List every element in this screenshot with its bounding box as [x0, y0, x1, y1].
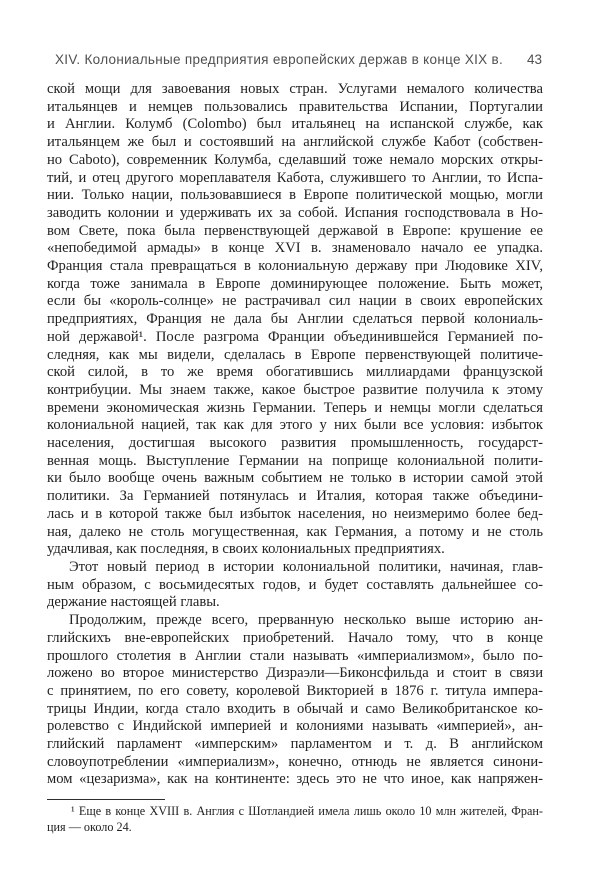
text-line: глийскихъ вне-европейских приобретений. Начало тому, что в конце — [47, 629, 543, 646]
footnote-rule — [47, 799, 165, 800]
text-line: контрибуции. Мы знаем также, какое быстрое развитие получила к этому — [47, 381, 543, 398]
chapter-title: XIV. Колониальные предприятия европейских держав в конце XIX в. — [55, 52, 504, 67]
text-line: ция — около 24. — [47, 819, 132, 834]
text-line: словоупотреблении «империализм», конечно, отнюдь не является синони- — [47, 753, 543, 770]
running-header — [55, 52, 542, 68]
text-line: ной державой¹. После разгрома Франции объединившейся Германией по- — [47, 328, 543, 345]
text-line: Продолжим, прежде всего, прерванную несколько выше историю ан- — [69, 612, 543, 629]
text-line: удачливая, как последняя, в своих колониальных предприятиях. — [47, 541, 445, 558]
text-line: политики. За Германией потянулась и Италия, которая также объедини- — [47, 488, 543, 505]
text-line: ролевство с Индийской империей и колониями называть «империей», ан- — [47, 718, 543, 735]
text-line: предприятиях, Франция не дала бы Англии сделаться первой колониаль- — [47, 311, 543, 328]
text-line: прошлого столетия в Англии стали называть «империализмом», было по- — [47, 647, 543, 664]
footnote-text — [47, 804, 543, 835]
text-line: если бы «король-солнце» не растрачивал сил нации в своих европейских — [47, 293, 543, 310]
text-line: заводить колонии и удерживать их за собой. Испания господствовала в Но- — [47, 204, 543, 221]
text-line: «непобедимой армады» в конце XVI в. знаменовало начало ее упадка. — [47, 240, 543, 257]
text-line: тий, и отец другого мореплавателя Кабота, служившего то Англии, то Испа- — [47, 169, 543, 186]
text-line: ской силой, в то же время обогатившись миллиардами французской — [47, 364, 543, 381]
text-line: ная, далеко не столь могущественная, как Германия, а потому и не столь — [47, 523, 543, 540]
text-line: мом «цезаризма», как на континенте: здесь это не что иное, как напряжен- — [47, 771, 543, 788]
text-line: ¹ Еще в конце XVIII в. Англия с Шотландией имела лишь около 10 млн жителей, Фран- — [71, 804, 543, 818]
body-text — [47, 81, 543, 789]
text-line: трицы Индии, когда стало входить в обычай и само Великобританское ко- — [47, 700, 543, 717]
footnote — [47, 804, 543, 835]
text-line: колониальной нацией, так как для этого у них были все условия: избыток — [47, 417, 543, 434]
text-line: Этот новый период в истории колониальной политики, начиная, глав- — [69, 558, 543, 575]
text-line: держание настоящей главы. — [47, 594, 220, 611]
text-line: итальянцем же был и состоявший на английской службе Кабот (собствен- — [47, 134, 543, 151]
text-line: ской мощи для завоевания новых стран. Услугами немалого количества — [47, 81, 543, 97]
text-line: и Англии. Колумб (Colombo) был итальянец на испанской службе, как — [47, 116, 543, 133]
text-line: когда тоже занимала в Европе доминирующее положение. Быть может, — [47, 275, 543, 292]
text-line: вом Свете, пока была первенствующей державой в Европе: крушение ее — [47, 222, 543, 239]
text-line: ки было вообще очень важным событием не только в истории самой этой — [47, 470, 543, 487]
text-line: населения, достигшая высокого развития промышленность, государст- — [47, 435, 543, 452]
text-line: но Caboto), современник Колумба, сделавший тоже немало морских откры- — [47, 151, 543, 168]
text-line: ложено во второе министерство Дизраэли—Биконсфильда и стоит в связи — [47, 665, 543, 682]
text-line: лась и в которой также был избыток населения, но неизмеримо более бед- — [47, 505, 543, 522]
page-number: 43 — [526, 52, 542, 67]
text-line: Франция стала превращаться в колониальную державу при Людовике XIV, — [47, 258, 543, 275]
text-line: венная мощь. Выступление Германии на поприще колониальной полити- — [47, 452, 543, 469]
text-line: итальянцев и немцев пользовались правительства Испании, Португалии — [47, 98, 543, 115]
text-line: следняя, как мы видели, сделалась в Европе первенствующей политиче- — [47, 346, 543, 363]
text-line: глийский парламент «имперским» парламентом и т. д. В английском — [47, 736, 543, 753]
text-line: ным образом, с восьмидесятых годов, и будет составлять дальнейшее со- — [47, 576, 543, 593]
text-line: времени экономическая жизнь Германии. Теперь и немцы могли сделаться — [47, 399, 543, 416]
text-line: нии. Только нации, пользовавшиеся в Европе политической мощью, могли — [47, 187, 543, 204]
text-line: с принятием, по его совету, королевой Викторией в 1876 г. титула импера- — [47, 682, 543, 699]
